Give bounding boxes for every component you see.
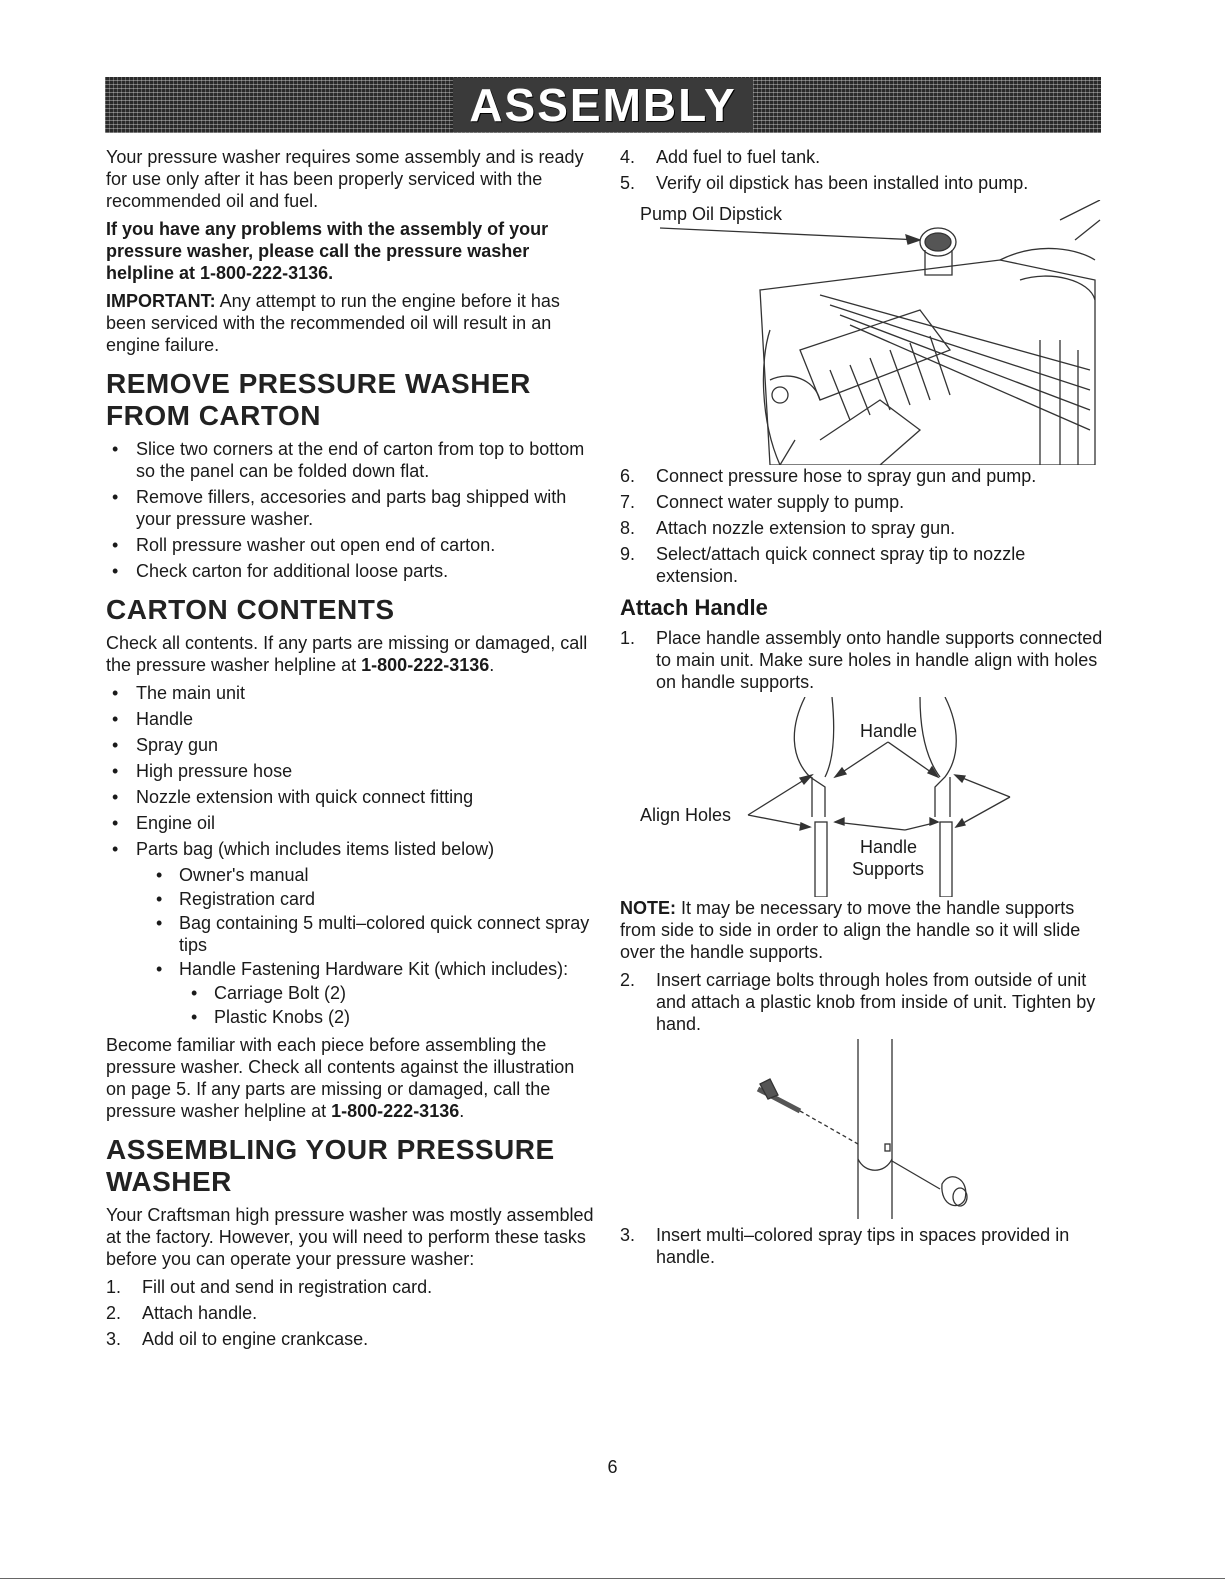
- step-text: Insert multi–colored spray tips in spaces provided in handle.: [656, 1225, 1070, 1267]
- important-paragraph: [106, 290, 596, 356]
- important-label: IMPORTANT:: [106, 291, 216, 311]
- attach-handle-heading: Attach Handle: [620, 595, 768, 620]
- step-item: [620, 172, 1105, 194]
- step-text: Connect pressure hose to spray gun and pump.: [656, 466, 1037, 486]
- supports-label-1: Handle: [860, 837, 918, 857]
- step-text: Add fuel to fuel tank.: [656, 147, 821, 167]
- step-number: 5.: [620, 173, 636, 193]
- step-number: 2.: [106, 1303, 122, 1323]
- list-item: • Bag containing 5 multi–colored quick connect spray tips: [106, 912, 596, 956]
- step-text: Add oil to engine crankcase.: [142, 1329, 369, 1349]
- assembling-steps: [106, 1276, 596, 1350]
- step-item: [620, 543, 1105, 587]
- step-number: 4.: [620, 147, 636, 167]
- important-text: Any attempt to run the engine before it has been serviced with the recommended oil will result in an engine failure.: [106, 291, 560, 355]
- note-paragraph: [620, 897, 1105, 963]
- list-item: • Nozzle extension with quick connect fitting: [106, 786, 596, 808]
- step-item: [106, 1302, 596, 1324]
- contents-intro: [106, 632, 596, 676]
- right-column: [620, 146, 1105, 1272]
- list-item: • Handle Fastening Hardware Kit (which includes):: [106, 958, 596, 980]
- step-number: 3.: [620, 1225, 636, 1245]
- step-item: [620, 969, 1105, 1035]
- step-item: [106, 1328, 596, 1350]
- supports-label-2: Supports: [852, 859, 925, 879]
- contents-list: [106, 682, 596, 860]
- familiar-text: Become familiar with each piece before assembling the pressure washer. Check all contents against the illustration on page 5. If any parts are missing or damaged, call the pressure washer helpline at: [106, 1035, 575, 1121]
- step-text: Insert carriage bolts through holes from outside of unit and attach a plastic knob from inside of unit. Tighten by hand.: [656, 970, 1096, 1034]
- step-item: [620, 1224, 1105, 1268]
- steps-a: [620, 146, 1105, 194]
- step-text: Attach nozzle extension to spray gun.: [656, 518, 956, 538]
- step-item: [620, 491, 1105, 513]
- list-item: • The main unit: [106, 682, 596, 704]
- bolt-illustration: [620, 1039, 1105, 1224]
- list-item: • Handle: [106, 708, 596, 730]
- align-holes-label: Align Holes: [640, 805, 732, 825]
- step-item: [620, 465, 1105, 487]
- list-item: • Owner's manual: [106, 864, 596, 886]
- list-item: • Parts bag (which includes items listed below): [106, 838, 596, 860]
- list-item: • Spray gun: [106, 734, 596, 756]
- bottom-divider: [0, 1578, 1225, 1579]
- familiar-end: .: [459, 1101, 465, 1121]
- list-item: • Remove fillers, accesories and parts bag shipped with your pressure washer.: [106, 486, 596, 530]
- step-number: 6.: [620, 466, 636, 486]
- attach-step-3: [620, 1224, 1105, 1268]
- familiar-phone: 1-800-222-3136: [331, 1101, 460, 1121]
- contents-phone: 1-800-222-3136: [361, 655, 490, 675]
- list-item: • Engine oil: [106, 812, 596, 834]
- contents-intro-end: .: [489, 655, 495, 675]
- attach-step-2: [620, 969, 1105, 1035]
- assembly-banner: [105, 77, 1101, 133]
- pump-illustration: [620, 200, 1105, 465]
- list-item: • Slice two corners at the end of carton from top to bottom so the panel can be folded down flat.: [106, 438, 596, 482]
- remove-list: [106, 438, 596, 582]
- step-text: Verify oil dipstick has been installed into pump.: [656, 173, 1029, 193]
- step-item: [620, 627, 1105, 693]
- step-text: Connect water supply to pump.: [656, 492, 905, 512]
- step-item: [620, 146, 1105, 168]
- step-number: 7.: [620, 492, 636, 512]
- assembling-intro: Your Craftsman high pressure washer was mostly assembled at the factory. However, you will need to perform these tasks before you can operate your pressure washer:: [106, 1205, 594, 1269]
- step-number: 1.: [106, 1277, 122, 1297]
- handle-figure: [620, 697, 1105, 897]
- step-text: Place handle assembly onto handle supports connected to main unit. Make sure holes in handle align with holes on handle supports.: [656, 628, 1103, 692]
- list-item: • Plastic Knobs (2): [106, 1006, 596, 1028]
- note-label: NOTE:: [620, 898, 676, 918]
- page-number: 6: [607, 1457, 618, 1477]
- step-number: 8.: [620, 518, 636, 538]
- list-item: • Carriage Bolt (2): [106, 982, 596, 1004]
- step-text: Attach handle.: [142, 1303, 258, 1323]
- note-text: It may be necessary to move the handle supports from side to side in order to align the handle so it will slide over the handle supports.: [620, 898, 1081, 962]
- list-item: • Roll pressure washer out open end of carton.: [106, 534, 596, 556]
- step-item: [620, 517, 1105, 539]
- hardware-kit-list: [106, 982, 596, 1028]
- step-number: 9.: [620, 544, 636, 564]
- handle-label: Handle: [860, 721, 918, 741]
- step-number: 3.: [106, 1329, 122, 1349]
- dipstick-label: Pump Oil Dipstick: [640, 204, 783, 224]
- list-item: • High pressure hose: [106, 760, 596, 782]
- bolt-figure: [620, 1039, 1105, 1224]
- pump-figure: [620, 200, 1105, 465]
- step-item: [106, 1276, 596, 1298]
- assembling-heading: ASSEMBLING YOUR PRESSURE WASHER: [106, 1134, 555, 1197]
- step-number: 1.: [620, 628, 636, 648]
- step-text: Select/attach quick connect spray tip to nozzle extension.: [656, 544, 1026, 586]
- familiar-paragraph: [106, 1034, 596, 1122]
- contents-heading: CARTON CONTENTS: [106, 594, 395, 625]
- step-number: 2.: [620, 970, 636, 990]
- contents-intro-text: Check all contents. If any parts are missing or damaged, call the pressure washer helpline at: [106, 633, 588, 675]
- banner-title: ASSEMBLY: [453, 78, 752, 132]
- helpline-paragraph: If you have any problems with the assembly of your pressure washer, please call the pressure washer helpline at 1-800-222-3136.: [106, 219, 549, 283]
- list-item: • Check carton for additional loose parts.: [106, 560, 596, 582]
- parts-bag-list: [106, 864, 596, 980]
- left-column: [106, 146, 596, 1354]
- step-text: Fill out and send in registration card.: [142, 1277, 433, 1297]
- remove-heading: REMOVE PRESSURE WASHER FROM CARTON: [106, 368, 531, 431]
- attach-step-1: [620, 627, 1105, 693]
- intro-paragraph: Your pressure washer requires some assembly and is ready for use only after it has been properly serviced with the recommended oil and fuel.: [106, 147, 584, 211]
- list-item: • Registration card: [106, 888, 596, 910]
- steps-b: [620, 465, 1105, 587]
